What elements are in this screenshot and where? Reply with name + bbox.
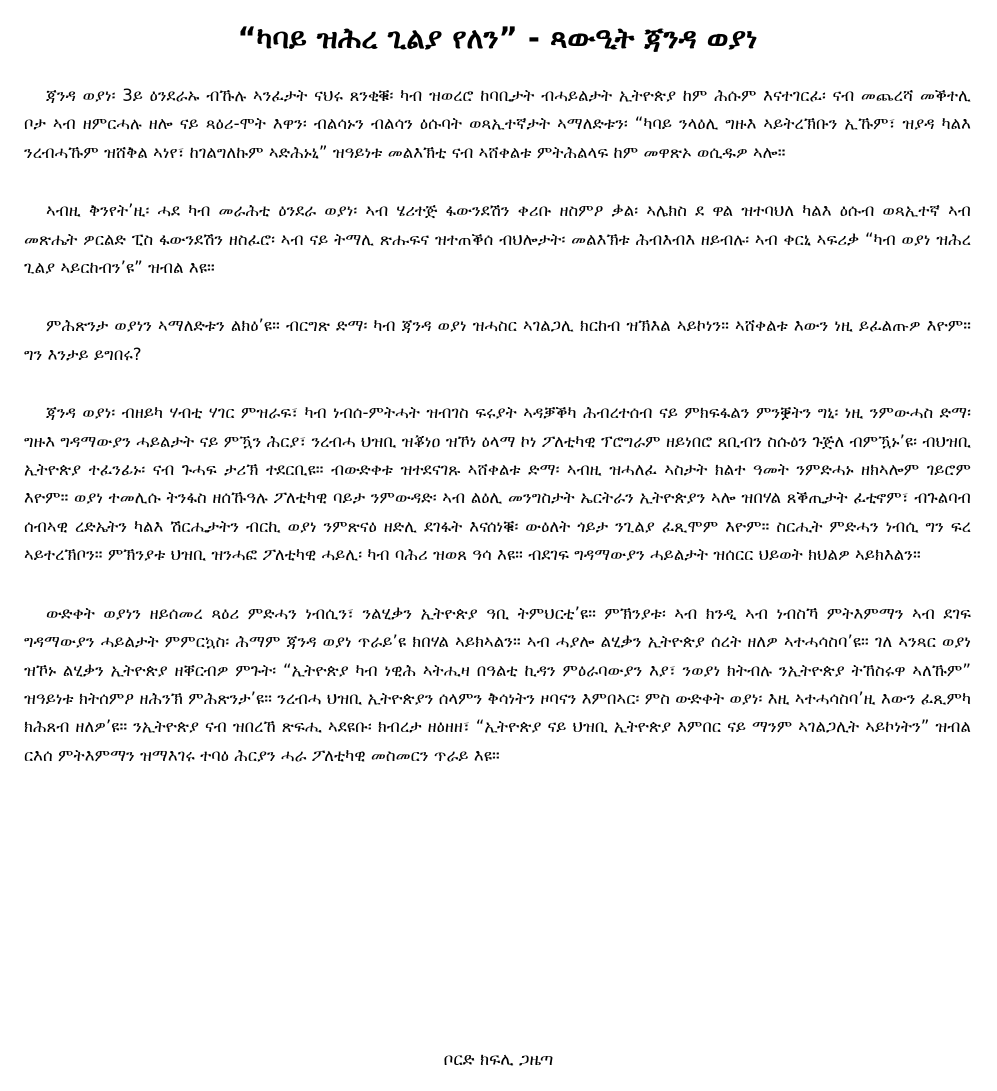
article-title: “ካባይ ዝሕረ ጊልያ የለን” - ጻውዒት ጃንዳ ወያነ — [237, 21, 758, 55]
article-paragraph: ኣብዚ ቅንየት’ዚ፡ ሓደ ካብ መራሕቲ ዕንደራ ወያነ፡ ኣብ ሄሪተጅ ፋውንደሽን ቀሪቡ ዘስምዖ ቃል፡ ኣሌክስ ደ ዋል ዝተባህለ ካልእ ዕሱብ ወጻኢተኛ ኣብ መጽሔት ዎርልድ ፒስ ፋውንደሽን ዘስፈሮ፡ ኣብ ናይ ትማሊ ጽሑፍና ዝተጠቕሰ ብህሎታት፡ መልእኽቱ ሕብእብእ ዘይብሉ፡ ኣብ ቀርኒ ኣፍሪቃ “ካብ ወያነ ዝሕረ ጊልያ ኣይርከብን’ዩ” ዝብል እዩ። — [24, 201, 971, 278]
article-paragraph: ምሕጽንታ ወያነን ኣማለድቱን ልክዕ’ዩ። ብርግጽ ድማ፡ ካብ ጃንዳ ወያነ ዝሓስር ኣገልጋሊ ክርከብ ዝኽእል ኣይኮነን። ኣሸቀልቱ እውን ነዚ ይፈልጡዎ እዮም። ግን እንታይ ይግበሩ? — [24, 316, 971, 364]
article-paragraph: ውድቀት ወያነን ዘይሰመረ ጻዕሪ ምድሓን ነብሲን፣ ንልሂቃን ኢትዮጵያ ዓቢ ትምህርቲ’ዩ። ምኽንያቱ፡ ኣብ ክንዲ ኣብ ነብስኻ ምትእምማን ኣብ ደገፍ ግዳማውያን ሓይልታት ምምርኳስ፡ ሕማም ጃንዳ ወያነ ጥራይ’ዩ ክበሃል ኣይክኣልን። ኣብ ሓያሎ ልሂቃን ኢትዮጵያ ሰረት ዘለዎ ኣተሓሳስባ’ዩ። ገለ ኣንጻር ወያነ ዝኾኑ ልሂቃን ኢትዮጵያ ዘቐርብዎ ምጉት፡ “ኢትዮጵያ ካብ ነዊሕ ኣትሒዛ በዓልቲ ኪዳን ምዕራባውያን እያ፣ ንወያነ ክትብሉ ንኢትዮጵያ ትኸስሩዋ ኣለኹም” ዝዓይነቱ ክትሰምዖ ዘሕንኽ ምሕጽንታ’ዩ። ንረብሓ ህዝቢ ኢትዮጵያን ሰላምን ቅሳነትን ዞባናን እምበኣር፡ ምስ ውድቀት ወያነ፡ እዚ ኣተሓሳስባ’ዚ እውን ፈጺምካ ክሕጸብ ዘለዎ’ዩ። ንኢትዮጵያ ናብ ዝበረኸ ጽፍሒ ኣደዩቡ፡ ክብረታ ዘዕዘዘ፣ “ኢትዮጵያ ናይ ህዝቢ ኢትዮጵያ እምበር ናይ ማንም ኣገልጋሊት ኣይኮነትን” ዝብል ርእሰ ምትእምማን ዝማእገሩ ተባዕ ሕርያን ሓራ ፖለቲካዊ መስመርን ጥራይ እዩ። — [24, 603, 971, 765]
article-body — [24, 82, 971, 770]
article-signature: ቦርድ ክፍሊ ጋዜጣ — [443, 1050, 554, 1070]
article-paragraph: ጃንዳ ወያነ፡ ብዘይካ ሃብቲ ሃገር ምዝራፍ፣ ካብ ነብሰ-ምትሓት ዝብገስ ፍሩያት ኣዳቓቕካ ሕብረተሰብ ናይ ምክፍፋልን ምንቛትን ግኒ፡ ነዚ ንምውሓስ ድማ፡ ግዙእ ግዳማውያን ሓይልታት ናይ ምዃን ሕርያ፣ ንረብሓ ህዝቢ ዝቖነዐ ዝኾነ ዕላማ ኮነ ፖለቲካዊ ፕሮግራም ዘይነበሮ ጸቢብን ስሱዕን ጉጅለ ብምዃኑ’ዩ፡ ብህዝቢ ኢትዮጵያ ተፈንፊኑ፡ ናብ ጉሓፍ ታሪኽ ተደርቢዩ። ብውድቀቱ ዝተደናገጹ ኣሸቀልቱ ድማ፡ ኣብዚ ዝሓለፈ ኣስታት ክልተ ዓመት ንምድሓኑ ዘክኣሎም ገይሮም እዮም። ወያነ ተመሊሱ ትንፋስ ዘሰኹዓሉ ፖለቲካዊ ባይታ ንምውዳድ፡ ኣብ ልዕሊ መንግስታት ኤርትራን ኢትዮጵያን ኣሎ ዝበሃል ጸቕጢታት ፈቲኖም፣ ብጉልባብ ሰብኣዊ ረድኤትን ካልእ ሽርሒታትን ብርኪ ወያነ ንምጽናዕ ዘድሊ ደገፋት እናሰነቑ፡ ውዕለት ጎይታ ንጊልያ ፈጺሞም እዮም። ስርሒት ምድሓን ነብሲ ግን ፍረ ኣይተረኽቦን። ምኽንያቱ ህዝቢ ዝንሓፎ ፖለቲካዊ ሓይሊ፡ ካብ ባሕሪ ዝወጸ ዓሳ እዩ። ብደገፍ ግዳማውያን ሓይልታት ዝሰርር ህይወት ክህልዎ ኣይክእልን። — [24, 403, 971, 565]
article-paragraph: ጃንዳ ወያነ፡ 3ይ ዕንደራኡ ብኹሉ ኣንፈታት ናህሩ ጸንቂቑ፡ ካብ ዝወረሮ ከባቢታት ብሓይልታት ኢትዮጵያ ከም ሕሱም እናተገርፈ፡ ናብ መጨረሻ መቕተሊ ቦታ ኣብ ዘምርሓሉ ዘሎ ናይ ጻዕሪ-ሞት እዋን፡ ብልሳኑን ብልሳን ዕሱባት ወጻኢተኛታት ኣማለድቱን፡ “ካባይ ንላዕሊ ግዙእ ኣይትረኽቡን ኢኹም፣ ዝያዳ ካልእ ንረብሓኹም ዝሸቅል ኣነየ፣ ከገልግለኩም ኣድሕኑኒ” ዝዓይነቱ መልእኽቲ ናብ ኣሸቀልቱ ምትሕልላፍ ከም መዋጽኦ ወሲዱዎ ኣሎ። — [24, 86, 972, 162]
